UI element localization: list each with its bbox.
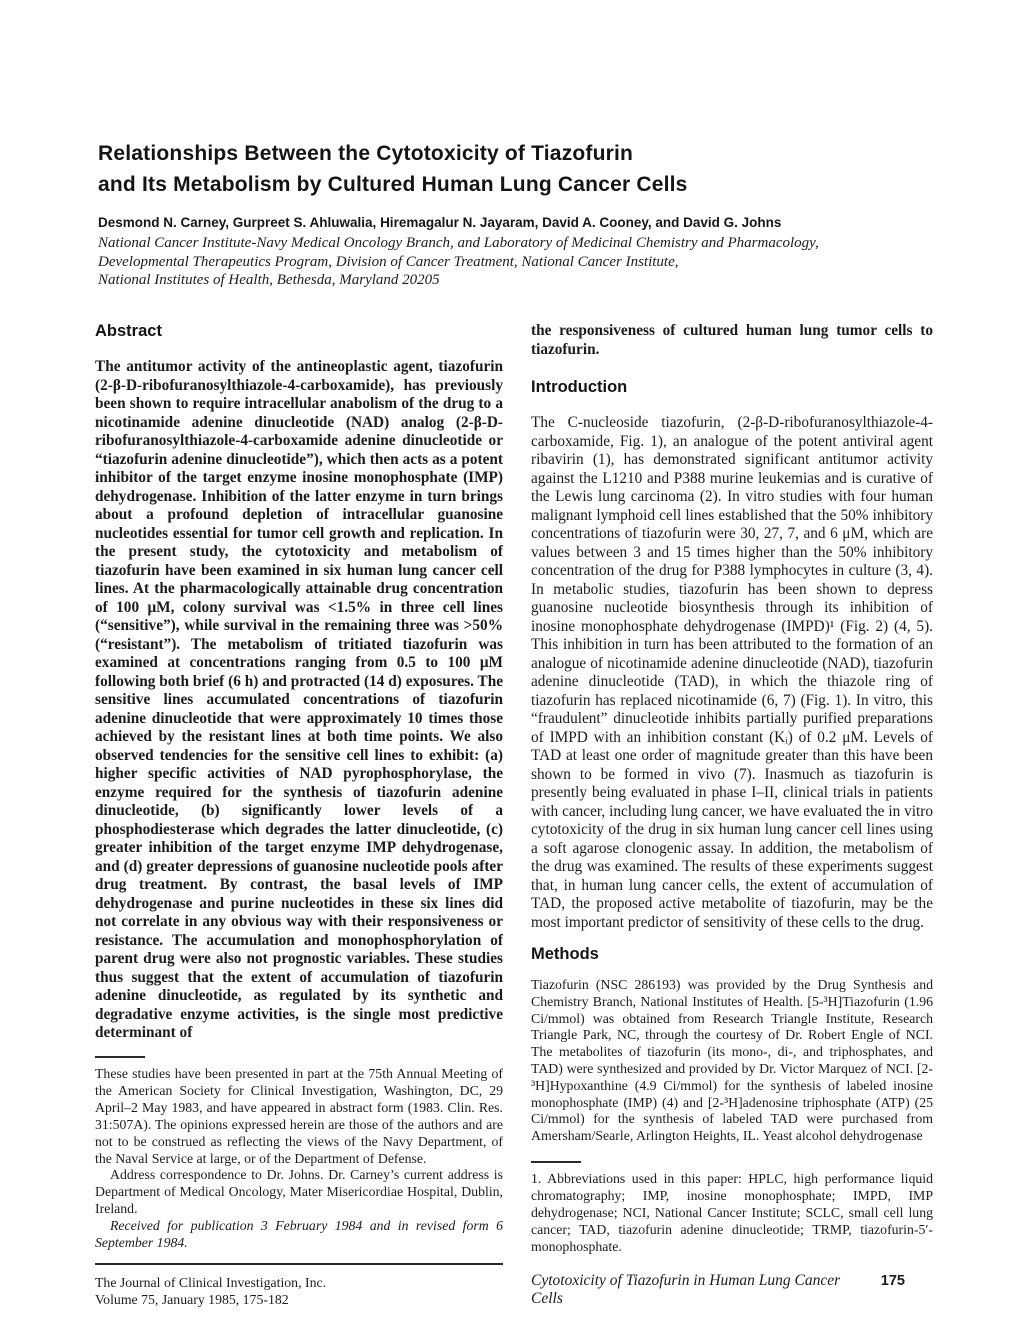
footnote-divider — [95, 1056, 145, 1058]
affiliation-line-1: National Cancer Institute-Navy Medical Oncology Branch, and Laboratory of Medicinal Chemistry and Pharmacology, — [98, 235, 819, 251]
article-title — [98, 138, 938, 200]
running-title: Cytotoxicity of Tiazofurin in Human Lung Cancer Cells — [531, 1272, 841, 1307]
footnote-presented: These studies have been presented in part at the 75th Annual Meeting of the American Society for Clinical Investigation, Washington, DC, 29 April–2 May 1983, and have appeared in abstract form (1983. Clin. Res. 31:507A). The opinions expressed herein are those of the authors and are not to be construed as reflecting the views of the Navy Department, of the Naval Service at large, or of the Department of Defense. — [95, 1066, 503, 1166]
two-column-body — [95, 322, 933, 1308]
journal-divider — [95, 1263, 503, 1265]
methods-heading: Methods — [531, 945, 599, 963]
affiliation-line-2: Developmental Therapeutics Program, Division of Cancer Treatment, National Cancer Institute, — [98, 253, 679, 270]
methods-body: Tiazofurin (NSC 286193) was provided by the Drug Synthesis and Chemistry Branch, National Institutes of Health. [5-³H]Tiazofurin (1.96 Ci/mmol) was obtained from Research Triangle Institute, Research Triangle Park, NC, through the courtesy of Dr. Robert Engle of NCI. The metabolites of tiazofurin (its mono-, di-, and triphosphates, and TAD) were synthesized and provided by Dr. Victor Marquez of NCI. [2-³H]Hypoxanthine (4.9 Ci/mmol) for the synthesis of labeled inosine monophosphate (IMP) (4) and [2-³H]adenosine triphosphate (ATP) (25 Ci/mmol) for the synthesis of labeled TAD were purchased from Amersham/Searle, Arlington Heights, IL. Yeast alcohol dehydrogenase — [531, 977, 933, 1144]
introduction-body: The C-nucleoside tiazofurin, (2-β-D-ribofuranosylthiazole-4-carboxamide, Fig. 1), an analogue of the potent antiviral agent ribavirin (1), has demonstrated significant antitumor activity against the L1210 and P388 murine leukemias and is curative of the Lewis lung carcinoma (2). In vitro studies with four human malignant lymphoid cell lines established that the 50% inhibitory concentrations of tiazofurin were 30, 27, 7, and 6 μM, which are values between 3 and 15 times higher than the 50% inhibitory concentration of the drug for P388 lymphocytes in culture (3, 4). In metabolic studies, tiazofurin has been shown to depress guanosine nucleotide biosynthesis through its inhibition of inosine monophosphate dehydrogenase (IMPD)¹ (Fig. 2) (4, 5). This inhibition in turn has been attributed to the formation of an analogue of nicotinamide adenine dinucleotide (NAD), tiazofurin adenine dinucleotide (TAD), in which the thiazole ring of tiazofurin has replaced nicotinamide (6, 7) (Fig. 1). In vitro, this “fraudulent” dinucleotide inhibits partially purified preparations of IMPD with an inhibition constant (Kᵢ) of 0.2 μM. Levels of TAD at least one order of magnitude greater than this have been shown to be formed in vivo (7). Inasmuch as tiazofurin is presently being evaluated in phase I–II, clinical trials in patients with cancer, including lung cancer, we have evaluated the in vitro cytotoxicity of the drug in six human lung cancer cell lines using a soft agarose clonogenic assay. In addition, the metabolism of the drug was examined. The results of these experiments suggest that, in human lung cancer cells, the extent of accumulation of TAD, the proposed active metabolite of tiazofurin, may be the most important predictor of sensitivity of these cells to the drug. — [531, 414, 933, 931]
running-footer — [531, 1272, 933, 1308]
title-line-2: and Its Metabolism by Cultured Human Lung Cancer Cells — [98, 173, 688, 196]
right-column — [531, 322, 933, 1308]
left-footnote-block — [95, 1048, 503, 1308]
right-footnote-block — [531, 1153, 933, 1308]
left-column — [95, 322, 503, 1308]
abstract-heading: Abstract — [95, 322, 162, 340]
author-list: Desmond N. Carney, Gurpreet S. Ahluwalia, Hiremagalur N. Jayaram, David A. Cooney, and David G. Johns — [98, 215, 782, 230]
journal-name: The Journal of Clinical Investigation, Inc. — [95, 1275, 327, 1290]
page-number: 175 — [880, 1273, 905, 1289]
journal-volume: Volume 75, January 1985, 175-182 — [95, 1292, 289, 1307]
abbreviations-divider — [531, 1161, 581, 1163]
affiliation-line-3: National Institutes of Health, Bethesda, Maryland 20205 — [98, 272, 440, 288]
footnote-address: Address correspondence to Dr. Johns. Dr. Carney’s current address is Department of Medical Oncology, Mater Misericordiae Hospital, Dublin, Ireland. — [95, 1167, 503, 1217]
footnote-abbreviations: 1. Abbreviations used in this paper: HPLC, high performance liquid chromatography; IMP, inosine monophosphate; IMPD, IMP dehydrogenase; NCI, National Cancer Institute; SCLC, small cell lung cancer; TAD, tiazofurin adenine dinucleotide; TRMP, tiazofurin-5′-monophosphate. — [531, 1171, 933, 1255]
title-line-1: Relationships Between the Cytotoxicity of Tiazofurin — [98, 142, 634, 165]
footnote-received: Received for publication 3 February 1984 and in revised form 6 September 1984. — [95, 1218, 503, 1251]
abstract-body: The antitumor activity of the antineoplastic agent, tiazofurin (2-β-D-ribofuranosylthiazole-4-carboxamide), has previously been shown to require intracellular anabolism of the drug to a nicotinamide adenine dinucleotide (NAD) analog (2-β-D-ribofuranosylthiazole-4-carboxamide adenine dinucleotide or “tiazofurin adenine dinucleotide”), which then acts as a potent inhibitor of the target enzyme inosine monophosphate (IMP) dehydrogenase. Inhibition of the latter enzyme in turn brings about a profound depletion of intracellular guanosine nucleotides essential for tumor cell growth and replication. In the present study, the cytotoxicity and metabolism of tiazofurin have been examined in six human lung cancer cell lines. At the pharmacologically attainable drug concentration of 100 μM, colony survival was <1.5% in three cell lines (“sensitive”), while survival in the remaining three was >50% (“resistant”). The metabolism of tritiated tiazofurin was examined at concentrations ranging from 0.5 to 100 μM following both brief (6 h) and protracted (14 d) exposures. The sensitive lines accumulated concentrations of tiazofurin adenine dinucleotide that were approximately 10 times those achieved by the resistant lines at both time points. We also observed tendencies for the sensitive cell lines to exhibit: (a) higher specific activities of NAD pyrophosphorylase, the enzyme required for the synthesis of tiazofurin adenine dinucleotide, (b) significantly lower levels of a phosphodiesterase which degrades the latter dinucleotide, (c) greater inhibition of the target enzyme IMP dehydrogenase, and (d) greater depressions of guanosine nucleotide pools after drug treatment. By contrast, the basal levels of IMP dehydrogenase and purine nucleotides in these six lines did not correlate in any obvious way with their responsiveness or resistance. The accumulation and monophosphorylation of parent drug were also not prognostic variables. These studies thus suggest that the extent of accumulation of tiazofurin adenine dinucleotide, as regulated by its synthetic and degradative enzyme activities, is the single most predictive determinant of — [95, 358, 503, 1041]
introduction-heading: Introduction — [531, 378, 628, 396]
article-header — [98, 138, 938, 290]
abstract-continuation: the responsiveness of cultured human lung tumor cells to tiazofurin. — [531, 322, 933, 358]
affiliation — [98, 234, 938, 290]
